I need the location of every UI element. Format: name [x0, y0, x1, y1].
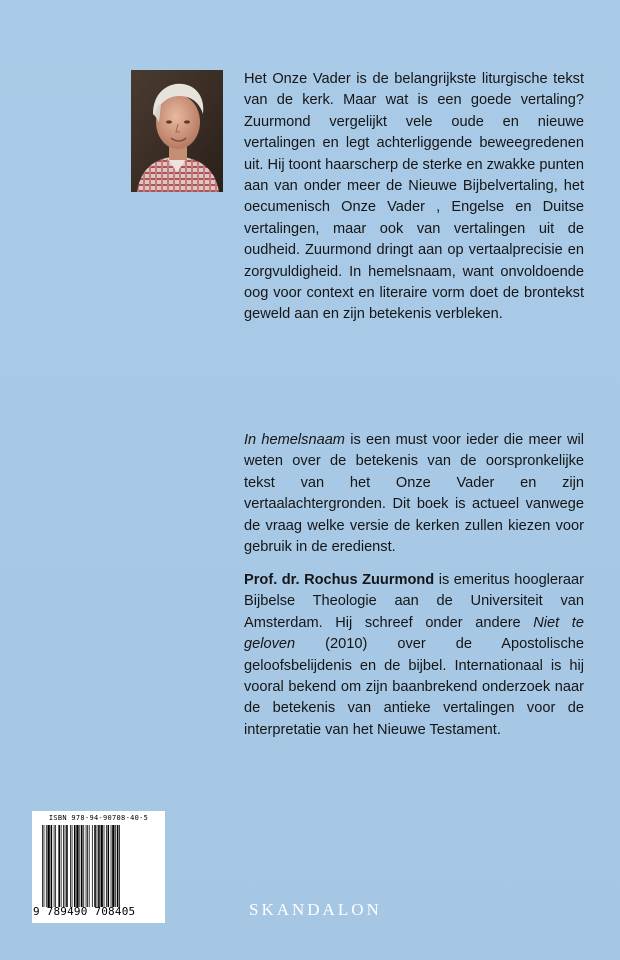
barcode-bar [111, 825, 112, 907]
barcode-bar [44, 825, 45, 907]
barcode-bar [108, 825, 110, 907]
barcode-bar [65, 825, 66, 907]
barcode-bar [115, 825, 116, 907]
barcode-bar [54, 825, 55, 907]
author-photo [131, 70, 223, 192]
author-book-title: Niet te geloven [244, 614, 584, 653]
barcode-bar [104, 825, 105, 907]
barcode-bar [94, 825, 96, 907]
barcode-bar [46, 825, 47, 907]
barcode-bar [112, 825, 114, 907]
book-title-inline: In hemelsnaam [244, 432, 345, 448]
barcode-bar [97, 825, 98, 907]
author-bio-text-2: (2010) over de Apostolische geloofsbelijdenis en de bijbel. Internationaal is hij vooral bekend om zijn baanbrekend onderzoek naar de betekenis van antieke vertalingen voor de interpretatie van het Nieuwe Testament. [244, 636, 584, 738]
barcode-bar [117, 825, 119, 907]
barcode-bar [119, 825, 120, 907]
barcode-bar [83, 825, 84, 907]
barcode-bar [70, 825, 71, 907]
barcode-bar [66, 825, 68, 907]
barcode-bar [79, 825, 80, 907]
barcode-bar [63, 825, 64, 907]
barcode-bar [58, 825, 60, 907]
barcode-bar [47, 825, 49, 907]
barcode-bar [101, 825, 103, 907]
publisher-logo: SKANDALON [249, 900, 382, 919]
author-name: Prof. dr. Rochus Zuurmond [244, 572, 435, 588]
barcode-bar [87, 825, 88, 907]
ean-digits: 9 789490 708405 [33, 905, 136, 918]
barcode-bar [76, 825, 78, 907]
summary-text: is een must voor ieder die meer wil weten over de betekenis van de oorspronkelijke tekst van het Onze Vader en zijn vertaalachtergronden. Dit boek is actueel vanwege de vraag welke versie de kerken zullen kiezen voor gebruik in de eredienst. [244, 432, 584, 556]
barcode-bar [92, 825, 93, 907]
barcode-bar [42, 825, 43, 907]
barcode-bar [74, 825, 76, 907]
summary-paragraph [244, 430, 584, 558]
barcode-bar [51, 825, 53, 907]
barcode-bar [72, 825, 73, 907]
barcode-bar [98, 825, 100, 907]
barcode-bar [61, 825, 62, 907]
barcode-bar [81, 825, 83, 907]
barcode-bars [42, 825, 158, 907]
author-portrait-image [131, 70, 223, 192]
isbn-label: ISBN 978-94-90708-40-5 [48, 814, 149, 822]
barcode-bar [86, 825, 87, 907]
barcode-bar [106, 825, 107, 907]
barcode-bar [89, 825, 90, 907]
author-bio-text-1: is emeritus hoogleraar Bijbelse Theologie aan de Universiteit van Amsterdam. Hij schreef onder andere [244, 572, 584, 631]
barcode-bar [55, 825, 56, 907]
description-paragraph: Het Onze Vader is de belangrijkste liturgische tekst van de kerk. Maar wat is een goede vertaling? Zuurmond vergelijkt vele oude en nieuwe vertalingen en legt achterliggende beweegredenen uit. Hij toont haarscherp de sterke en zwakke punten aan van onder meer de Nieuwe Bijbelvertaling, het oecumenisch Onze Vader , Engelse en Duitse vertalingen, maar ook van vertalingen uit de oudheid. Zuurmond dringt aan op vertaalprecisie en zorgvuldigheid. In hemelsnaam, want onvoldoende oog voor context en literaire vorm doet de brontekst geweld aan en zijn betekenis verbleken. [244, 71, 584, 323]
author-bio-paragraph [244, 570, 584, 741]
barcode [32, 811, 165, 923]
